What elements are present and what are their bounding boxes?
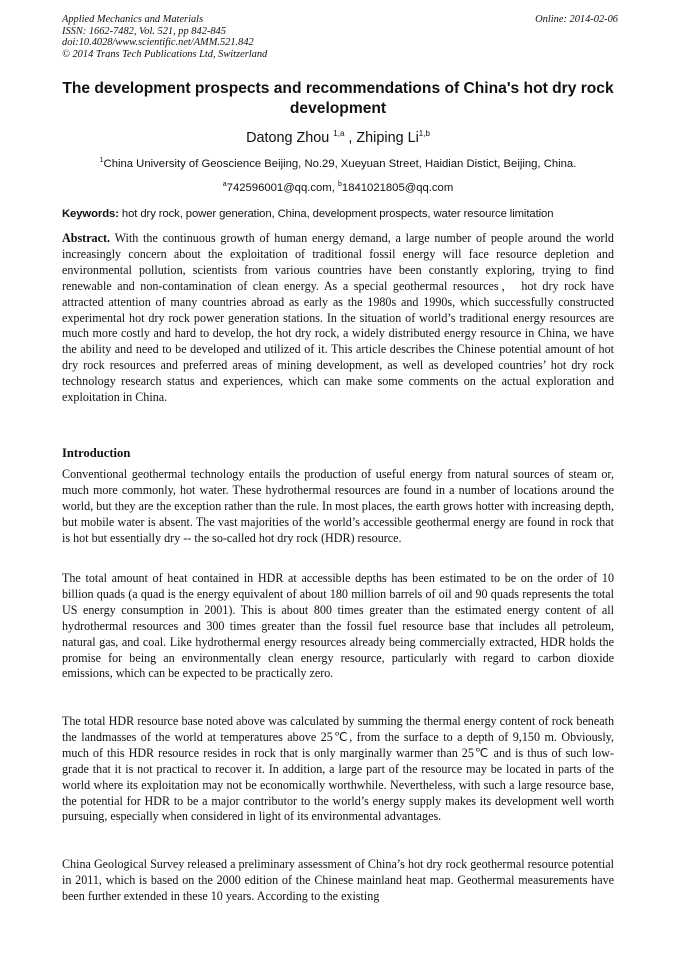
email-mark: b	[338, 181, 342, 188]
email-line	[62, 181, 614, 194]
email-address: 1841021805@qq.com	[341, 181, 454, 194]
body-paragraph: Conventional geothermal technology entails the production of useful energy from natural sources of steam or, much more commonly, hot water. These hydrothermal resources are found in a number of locations around the world, but they are the exception rather than the rule. In most places, the earth grows hotter with increasing depth, but mobile water is absent. The vast majorities of the world’s accessible geothermal energy are found in rock that is hot but essentially dry -- the so-called hot dry rock (HDR) resource.	[62, 467, 614, 545]
journal-header	[62, 14, 618, 60]
keywords-text: hot dry rock, power generation, China, development prospects, water resource limitation	[121, 208, 554, 220]
online-date: Online: 2014-02-06	[535, 14, 618, 25]
author-affiliation-mark: 1,a	[333, 129, 345, 138]
affiliation-text: China University of Geoscience Beijing, No.29, Xueyuan Street, Haidian Distict, Beijing, China.	[103, 157, 577, 170]
journal-name: Applied Mechanics and Materials	[62, 14, 204, 25]
author-separator: ,	[348, 129, 353, 146]
author-line	[62, 129, 614, 146]
author-name: Zhiping Li	[356, 129, 419, 146]
keywords-label: Keywords:	[62, 208, 119, 220]
author-name: Datong Zhou	[246, 129, 330, 146]
email-mark: a	[222, 181, 227, 188]
abstract-text: With the continuous growth of human energy demand, a large number of people around the world increasingly concern about the exploitation of traditional fossil energy will face resource depletion and environmental pollution, scientists from various countries have been constantly exploring, trying to find renewable and non-contamination of clean energy. As a special geothermal resources， hot dry rock have attracted attention of many countries abroad as early as the 1980s and 1990s, which successfully constructed experimental hot dry rock power generation stations. In the situation of world’s traditional energy resources are much more costly and hard to develop, the hot dry rock, a widely distributed energy resource in China, we have the ability and need to be developed and utilized of it. This article describes the Chinese potential amount of hot dry rock resources and preferred areas of mining development, as well as developed countries’ hot dry rock technology research status and experiences, which can make some comments on the actual exploration and exploitation in China.	[62, 231, 614, 405]
issn-line: ISSN: 1662-7482, Vol. 521, pp 842-845	[62, 25, 226, 37]
paper-title: The development prospects and recommendations of China's hot dry rock development	[62, 80, 614, 117]
email-address: 742596001@qq.com	[226, 181, 332, 194]
body-paragraph: The total HDR resource base noted above was calculated by summing the thermal energy content of rock beneath the landmasses of the world at temperatures above 25℃, from the surface to a depth of 9,150 m. Obviously, much of this HDR resource resides in rock that is only marginally warmer than 25℃ and is thus of such low-grade that it is not practical to recover it. In addition, a large part of the resource may be located in parts of the world where its exploitation may not be economically worthwhile. Nevertheless, with such a large resource base, the potential for HDR to be a major contributor to the world’s energy supply makes its development well worth pursuing, especially when considered in light of its environmental advantages.	[62, 714, 614, 824]
body-paragraph: China Geological Survey released a preliminary assessment of China’s hot dry rock geothermal resource potential in 2011, which is based on the 2000 edition of the Chinese mainland heat map. Geothermal measurements have been further extended in these 10 years. According to the existing	[62, 857, 614, 903]
copyright-line: © 2014 Trans Tech Publications Ltd, Switzerland	[62, 48, 268, 60]
keywords	[62, 208, 618, 220]
email-separator: ,	[331, 181, 335, 194]
affiliation	[62, 157, 614, 170]
section-heading: Introduction	[62, 446, 131, 460]
abstract-label: Abstract.	[62, 231, 111, 245]
affiliation-mark: 1	[99, 157, 104, 164]
body-paragraph: The total amount of heat contained in HDR at accessible depths has been estimated to be on the order of 10 billion quads (a quad is the energy equivalent of about 180 million barrels of oil and 90 quads represents the total US energy consumption in 2001). This is about 800 times greater than the estimated energy content of all hydrothermal resources and 300 times greater than the fossil fuel resource base that includes all petroleum, natural gas, and coal. Like hydrothermal energy resources already being commercially extracted, HDR holds the promise for being an environmentally clean energy resource, particularly with regard to carbon dioxide emissions, which can be expected to be practically zero.	[62, 571, 614, 681]
doi-line: doi:10.4028/www.scientific.net/AMM.521.842	[62, 37, 254, 49]
abstract	[62, 231, 614, 406]
author-affiliation-mark: 1,b	[418, 129, 430, 138]
